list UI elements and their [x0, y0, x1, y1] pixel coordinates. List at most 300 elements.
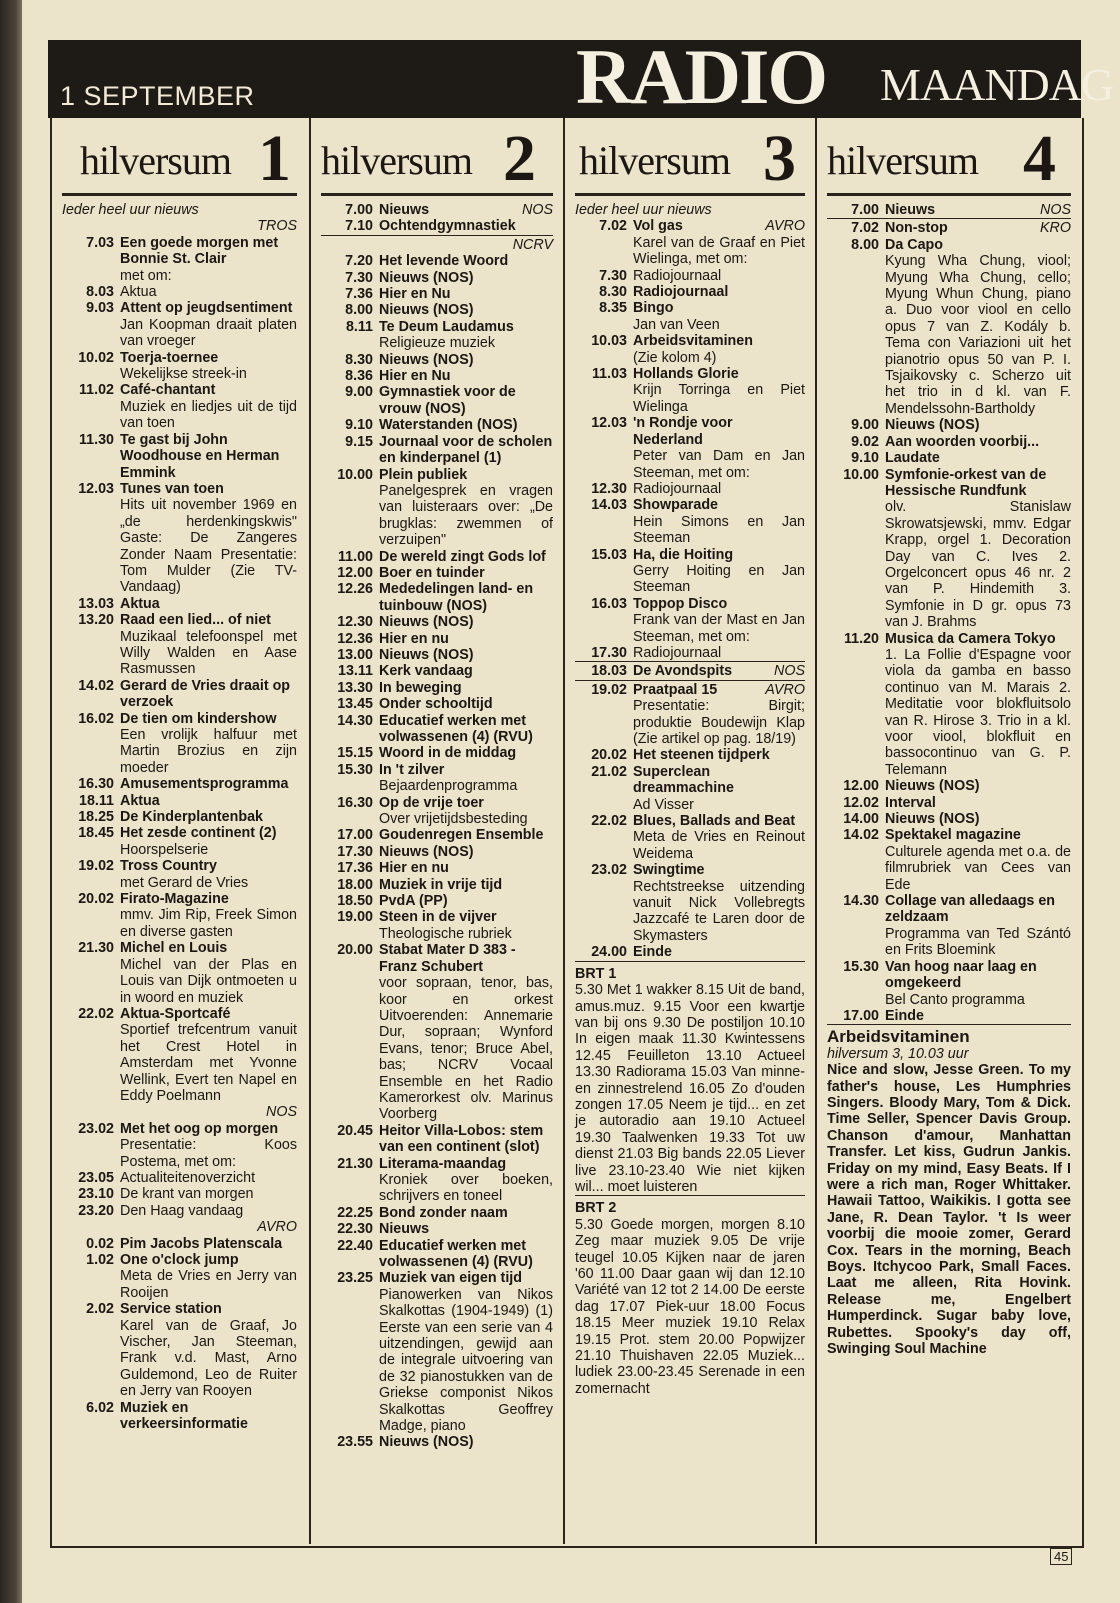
program-description: Gerry Hoiting en Jan Steeman [633, 562, 805, 596]
program-time: 9.10 [345, 417, 373, 434]
program-title: Het levende Woord [379, 253, 509, 270]
program-title: Einde [885, 1007, 924, 1024]
program-entry [321, 253, 553, 269]
program-time: 16.30 [78, 776, 114, 793]
program-title: Muziek van eigen tijd [379, 1270, 522, 1287]
divider [575, 961, 805, 962]
program-title: Toerja-toernee [120, 349, 219, 366]
program-title: Te Deum Laudamus [379, 318, 514, 335]
program-description: Hoorspelserie [120, 841, 209, 858]
book-spine [0, 0, 22, 1603]
program-entry [575, 481, 805, 497]
program-content [633, 862, 805, 944]
program-title: Laudate [885, 450, 940, 467]
program-time: 9.00 [345, 384, 373, 401]
program-time: 11.03 [592, 366, 627, 383]
program-time: 20.02 [78, 891, 114, 908]
program-description: Meta de Vries en Jerry van Rooijen [120, 1268, 297, 1301]
program-entry [321, 581, 553, 614]
program-time: 15.30 [337, 761, 373, 778]
program-entry [575, 764, 805, 813]
program-title-row [633, 663, 805, 679]
program-entry [827, 631, 1071, 779]
program-entry [575, 547, 805, 596]
program-entry [575, 218, 805, 267]
station-schedule: 5.30 Met 1 wakker 8.15 Uit de band, amus.muz. 9.15 Voor een kwartje van bij ons 9.30 De postiljon 10.10 In eigen maak 11.30 Kwintessens 12.45 Feuilleton 13.10 Actueel 13.30 Radiorama 15.03 Van minne- en zinnestrelend 16.05 Zo d'ouden zongen 17.05 Neem je tijd... en zet je autoradio aan 19.10 Actueel 19.30 Taalwenken 19.33 Tot uw dienst 21.03 Big bands 22.05 Liever live 23.10-23.40 Wie niet kijken wil... moet luisteren [575, 982, 805, 1195]
program-title: Mededelingen land- en tuinbouw (NOS) [379, 581, 534, 614]
program-content [379, 270, 553, 286]
program-title: Hier en nu [379, 630, 449, 647]
program-title-row [633, 764, 805, 797]
program-content [379, 614, 553, 630]
program-time: 23.20 [78, 1202, 114, 1219]
program-title-row [379, 1205, 553, 1221]
program-entry [321, 696, 553, 712]
program-content [120, 596, 297, 612]
divider [827, 1024, 1071, 1025]
program-title: In beweging [379, 679, 462, 696]
program-title: Gymnastiek voor de vrouw (NOS) [379, 384, 516, 417]
program-time: 10.00 [337, 466, 373, 483]
program-title: Arbeidsvitaminen [633, 333, 753, 350]
broadcaster-label: NCRV [512, 236, 553, 253]
program-entry [62, 858, 297, 891]
program-title-row [379, 368, 553, 384]
program-time: 8.00 [345, 302, 373, 319]
program-time: 8.30 [345, 351, 373, 368]
channel-rule [321, 193, 553, 196]
program-entry [575, 813, 805, 862]
program-entry [321, 663, 553, 679]
program-title-row [633, 747, 805, 763]
program-time: 24.00 [591, 944, 627, 961]
channel-label: hilversum [80, 138, 231, 183]
program-description: Karel van de Graaf en Piet Wielinga, met om: [633, 234, 805, 268]
program-title-row [120, 481, 297, 497]
program-time: 14.30 [337, 712, 373, 729]
program-title: Nieuws (NOS) [885, 811, 980, 828]
program-title: De tien om kindershow [120, 710, 277, 727]
program-description: Bejaardenprogramma [379, 778, 518, 795]
station-schedule: 5.30 Goede morgen, morgen 8.10 Zeg maar muziek 9.05 De vrije teugel 10.05 Kijken naar de jaren '60 11.00 Daar gaan wij dan 12.10 Variété van 12 tot 2 14.00 De eerste dag 17.07 Piek-uur 18.00 Focus 18.15 Meer muziek 19.10 Relax 19.15 Prot. stem 20.00 Popwijzer 21.10 Thuishaven 22.05 Muziek... ludiek 23.00-23.45 Serenade in een zomernacht [575, 1216, 805, 1397]
program-description: Wekelijkse streek-in [120, 366, 247, 383]
program-content [379, 1205, 553, 1221]
program-entry [62, 350, 297, 383]
program-description: Kyung Wha Chung, viool; Myung Wha Chung, cello; Myung Whun Chung, piano a. Duo voor viool en cello opus 7 van Z. Kodály b. Tema con Variazioni uit het pianotrio opus 50 van P. I. Tsjaikovsky c. Scherzo uit het trio in d kl. van F. Mendelssohn-Bartholdy [885, 253, 1071, 417]
program-title-row [120, 776, 297, 792]
program-content [885, 237, 1071, 417]
program-content [120, 432, 297, 481]
program-content [885, 811, 1071, 827]
program-title: Nieuws (NOS) [885, 778, 980, 795]
channel-number: 1 [258, 122, 291, 195]
program-description: Theologische rubriek [379, 925, 512, 942]
station-name: BRT 1 [575, 965, 617, 982]
program-title: Aktua-Sportcafé [120, 1005, 231, 1022]
program-entry [827, 811, 1071, 827]
program-title-row [633, 682, 805, 698]
program-entry [321, 745, 553, 761]
program-title: Educatief werken met volwassenen (4) (RVU) [379, 1237, 533, 1270]
program-time: 23.10 [78, 1186, 114, 1203]
program-title: Kerk vandaag [379, 663, 473, 680]
program-time: 8.30 [599, 284, 627, 301]
channel-header [311, 118, 563, 196]
program-title: Met het oog op morgen [120, 1120, 279, 1137]
program-title: Toppop Disco [633, 595, 728, 612]
playlist-text: Nice and slow, Jesse Green. To my father's house, Les Humphries Singers. Bloody Mary, Tom & Dick. Time Seller, Spencer Davis Group. Chanson d'amour, Manhattan Transfer. Let kiss, Gudrun Jankis. Friday on my mind, Easy Beats. If I were a rich man, Roger Whittaker. Hawaii Tattoo, Waikikis. I gotta see Jane, R. Dean Taylor. 't Is weer voorbij die mooie zomer, Gerard Cox. Tears in the morning, Beach Boys. Itchycoo Park, Small Faces. Laat me alleen, Rita Hovink. Release me, Engelbert Humperdinck. Sugar baby love, Rubettes. Spooky's day off, Swinging Soul Machine [827, 1062, 1071, 1358]
program-time: 8.00 [851, 236, 879, 253]
program-entry [62, 1236, 297, 1252]
program-content [120, 776, 297, 792]
program-content [379, 581, 553, 614]
program-entry [321, 647, 553, 663]
program-description: Aktua [120, 284, 157, 301]
program-title: Literama-maandag [379, 1155, 507, 1172]
program-description: Sportief trefcentrum vanuit het Crest Hotel in Amsterdam met Yvonne Wellink, Evert ten Napel en Eddy Poelmann [120, 1022, 297, 1104]
program-entry [62, 678, 297, 711]
program-entry [321, 1205, 553, 1221]
program-time: 11.00 [338, 548, 373, 565]
program-time: 13.00 [337, 646, 373, 663]
program-content [379, 1123, 553, 1156]
program-time: 12.03 [591, 415, 627, 432]
program-title: One o'clock jump [120, 1252, 239, 1268]
program-time: 18.11 [79, 792, 114, 809]
page-number: 45 [1050, 1548, 1072, 1565]
divider [575, 680, 805, 681]
program-time: 22.02 [591, 813, 627, 830]
program-entry [321, 893, 553, 909]
program-title: Einde [633, 944, 672, 961]
program-title-row [379, 319, 553, 335]
program-content [633, 944, 805, 960]
program-time: 17.00 [843, 1007, 879, 1024]
program-title: Heitor Villa-Lobos: stem van een continent (slot) [379, 1122, 544, 1156]
program-title: Raad een lied... of niet [120, 612, 271, 629]
program-content [885, 959, 1071, 1008]
program-title: Stabat Mater D 383 - Franz Schubert [379, 942, 516, 975]
program-title: Superclean dreammachine [633, 763, 734, 797]
program-time: 12.26 [337, 581, 373, 598]
program-description: Muzikaal telefoonspel met Willy Walden en Aase Rasmussen [120, 628, 297, 678]
program-title-row [633, 300, 805, 316]
program-entry [827, 417, 1071, 433]
program-broadcaster: AVRO [765, 218, 805, 235]
program-content [120, 678, 297, 711]
program-entry [321, 1434, 553, 1450]
program-content [633, 300, 805, 333]
program-time: 16.30 [337, 794, 373, 811]
program-title-row [633, 497, 805, 513]
program-description: Radiojournaal [633, 480, 722, 497]
program-description: Hein Simons en Jan Steeman [633, 513, 805, 547]
program-time: 23.02 [78, 1120, 114, 1137]
program-time: 17.30 [337, 843, 373, 860]
program-time: 10.00 [843, 466, 879, 483]
program-time: 18.50 [337, 893, 373, 910]
program-time: 22.02 [78, 1005, 114, 1022]
divider [321, 235, 553, 236]
program-entry [321, 467, 553, 549]
program-title-row [633, 862, 805, 878]
program-title: Van hoog naar laag en omgekeerd [885, 958, 1037, 992]
program-title: Gerard de Vries draait op verzoek [120, 677, 291, 711]
program-time: 12.02 [843, 794, 879, 811]
program-description: mmv. Jim Rip, Freek Simon en diverse gasten [120, 907, 297, 940]
program-title-row [379, 844, 553, 860]
program-title: De Kinderplantenbak [120, 809, 263, 826]
program-content [379, 352, 553, 368]
program-content [120, 825, 297, 858]
program-entry [62, 891, 297, 940]
program-content [885, 450, 1071, 466]
program-title-row [379, 549, 553, 565]
playlist-title: Arbeidsvitaminen [827, 1027, 970, 1047]
program-time: 22.25 [337, 1204, 373, 1221]
program-time: 18.03 [591, 663, 627, 680]
program-title-row [120, 1236, 297, 1252]
program-title-row [120, 858, 297, 874]
program-title-row [885, 237, 1071, 253]
program-description: Bel Canto programma [885, 991, 1025, 1008]
program-content [885, 893, 1071, 959]
program-content [633, 497, 805, 546]
program-entry [321, 417, 553, 433]
program-time: 8.11 [345, 318, 373, 335]
program-content [120, 1121, 297, 1170]
program-content [379, 680, 553, 696]
program-description: 1. La Follie d'Espagne voor viola da gamba en basso continuo van M. Marais 2. Meditatie voor blokfluitsolo van R. Hirose 3. Trio in a kl. voor viool, blokfluit en bassocontinuo van G. P. Telemann [885, 646, 1071, 778]
program-content [633, 747, 805, 763]
program-time: 14.02 [78, 677, 114, 694]
program-entry [62, 382, 297, 431]
program-description: Karel van de Graaf, Jo Vischer, Jan Steeman, Frank v.d. Mast, Arno Guldemond, Leo de Ruiter en Jerry van Rooyen [120, 1317, 297, 1400]
program-title: Praatpaal 15 [633, 681, 718, 698]
program-content [379, 368, 553, 384]
program-description: Ad Visser [633, 796, 694, 813]
program-description: Meta de Vries en Reinout Weidema [633, 829, 805, 862]
program-title-row [379, 663, 553, 679]
program-description: Over vrijetijdsbesteding [379, 811, 528, 828]
program-title-row [633, 284, 805, 300]
program-time: 7.36 [345, 286, 373, 303]
program-content [379, 696, 553, 712]
program-broadcaster: AVRO [765, 681, 805, 698]
program-entry [827, 450, 1071, 466]
program-title-row [379, 631, 553, 647]
program-title-row [379, 384, 553, 417]
program-description: Michel van der Plas en Louis van Dijk ontmoeten u in woord en muziek [120, 956, 297, 1006]
program-title-row [379, 745, 553, 761]
program-time: 14.00 [843, 811, 879, 828]
program-title-row [885, 434, 1071, 450]
channel-rule [575, 193, 805, 196]
program-description: olv. Stanislaw Skrowatsjewski, mmv. Edgar Krapp, orgel 1. Decoration Day van C. Ives 2. Orgelconcert opus 46 nr. 2 van P. Hindemith 3. Symfonie in D gr. opus 73 van J. Brahms [885, 499, 1071, 631]
program-title-row [379, 253, 553, 269]
program-content [379, 549, 553, 565]
program-entry [62, 776, 297, 792]
program-title-row [379, 795, 553, 811]
program-description: Jan van Veen [633, 316, 720, 333]
program-content [120, 793, 297, 809]
channel-label: hilversum [827, 138, 978, 183]
program-content [120, 350, 297, 383]
program-description: Een vrolijk halfuur met Martin Brozius en zijn moeder [120, 727, 297, 776]
program-content [379, 647, 553, 663]
channel-number: 3 [763, 122, 796, 195]
program-content [120, 1236, 297, 1252]
program-time: 18.25 [78, 809, 114, 826]
program-time: 20.02 [591, 747, 627, 764]
program-time: 12.30 [591, 480, 627, 497]
program-entry [321, 1123, 553, 1156]
program-time: 15.03 [591, 546, 627, 563]
program-title-row [379, 1156, 553, 1172]
program-entry [321, 384, 553, 417]
program-title-row [120, 432, 297, 481]
program-title-row [120, 711, 297, 727]
program-entry [321, 631, 553, 647]
program-entry [321, 1238, 553, 1271]
program-content [633, 415, 805, 481]
program-entry [321, 565, 553, 581]
program-time: 21.30 [78, 940, 114, 957]
program-entry [575, 284, 805, 300]
program-entry [62, 1203, 297, 1219]
program-entry [575, 596, 805, 645]
program-content [379, 663, 553, 679]
program-title: Op de vrije toer [379, 794, 484, 811]
program-content [885, 220, 1071, 236]
column-hilversum-1 [52, 118, 307, 1544]
program-broadcaster: NOS [774, 663, 805, 680]
program-entry [321, 434, 553, 467]
program-title: Nieuws (NOS) [379, 614, 474, 631]
program-time: 18.00 [337, 876, 373, 893]
program-entry [321, 942, 553, 1122]
program-title: Nieuws [379, 202, 430, 218]
header-day: MAANDAG [880, 59, 1114, 110]
program-time: 20.45 [337, 1122, 373, 1139]
program-title: In 't zilver [379, 761, 445, 778]
program-content [633, 645, 805, 661]
program-title-row [885, 811, 1071, 827]
program-entry [575, 300, 805, 333]
channel-rule [62, 193, 297, 196]
program-entry [575, 645, 805, 661]
program-entry [827, 467, 1071, 631]
program-title: Nieuws [885, 202, 936, 218]
program-description: Culturele agenda met o.a. de filmrubriek van Cees van Ede [885, 843, 1071, 893]
program-title-row [120, 1006, 297, 1022]
program-content [885, 1008, 1071, 1024]
program-content [379, 1221, 553, 1237]
program-title-row [885, 795, 1071, 811]
program-title-row [379, 942, 553, 975]
program-content [120, 1006, 297, 1104]
program-title-row [885, 827, 1071, 843]
program-content [633, 596, 805, 645]
program-entry [62, 1186, 297, 1202]
program-content [379, 302, 553, 318]
program-content [379, 762, 553, 795]
program-content [120, 858, 297, 891]
program-entry [62, 1006, 297, 1104]
program-content [379, 286, 553, 302]
program-content [379, 1238, 553, 1271]
program-title-row [379, 565, 553, 581]
program-broadcaster: NOS [1040, 202, 1071, 218]
program-entry [62, 940, 297, 1006]
program-entry [575, 333, 805, 366]
program-entry [321, 680, 553, 696]
program-entry [62, 432, 297, 481]
program-content [120, 1400, 297, 1433]
program-entry [62, 1301, 297, 1399]
program-title: Radiojournaal [633, 284, 729, 301]
program-title: Nieuws (NOS) [379, 351, 474, 368]
program-content [885, 467, 1071, 631]
program-entry [62, 300, 297, 349]
program-entry [321, 877, 553, 893]
program-title-row [379, 893, 553, 909]
program-entry [62, 809, 297, 825]
program-entry [321, 549, 553, 565]
program-time: 14.03 [591, 497, 627, 514]
schedule-list [52, 196, 307, 1432]
channel-label: hilversum [579, 138, 730, 183]
program-title-row [633, 218, 805, 234]
program-description: Frank van der Mast en Jan Steeman, met om: [633, 612, 805, 645]
program-entry [321, 202, 553, 218]
program-title: Tross Country [120, 858, 217, 875]
program-description: Pianowerken van Nikos Skalkottas (1904-1949) (1) Eerste van een serie van 4 uitzendingen, gewijd aan de integrale uitvoering van de 32 pianostukken van de Griekse componist Nikos Skalkottas Geoffrey Madge, piano [379, 1286, 553, 1435]
program-content [633, 366, 805, 415]
program-content [379, 631, 553, 647]
program-title-row [120, 612, 297, 628]
program-entry [321, 286, 553, 302]
program-content [633, 284, 805, 300]
program-entry [575, 862, 805, 944]
program-description: met Gerard de Vries [120, 874, 249, 891]
program-title-row [379, 581, 553, 614]
program-time: 23.25 [337, 1270, 373, 1287]
program-entry [321, 270, 553, 286]
header-title: RADIO [576, 33, 827, 120]
program-title: Onder schooltijd [379, 696, 493, 713]
program-time: 13.30 [337, 679, 373, 696]
channel-label: hilversum [321, 138, 472, 183]
program-time: 7.30 [345, 269, 373, 286]
program-time: 23.55 [337, 1434, 373, 1451]
program-content [379, 745, 553, 761]
program-content [379, 565, 553, 581]
program-time: 20.00 [337, 942, 373, 959]
broadcaster-label: TROS [257, 218, 297, 235]
program-entry [321, 713, 553, 746]
program-title: Goudenregen Ensemble [379, 827, 544, 844]
program-content [120, 891, 297, 940]
program-title-row [379, 1238, 553, 1271]
program-time: 7.00 [851, 202, 879, 218]
program-title: Nieuws (NOS) [379, 1434, 474, 1451]
program-content [379, 253, 553, 269]
program-title: Waterstanden (NOS) [379, 417, 518, 434]
program-content [120, 1301, 297, 1399]
program-title: Nieuws (NOS) [379, 646, 474, 663]
program-title: Het zesde continent (2) [120, 825, 277, 842]
